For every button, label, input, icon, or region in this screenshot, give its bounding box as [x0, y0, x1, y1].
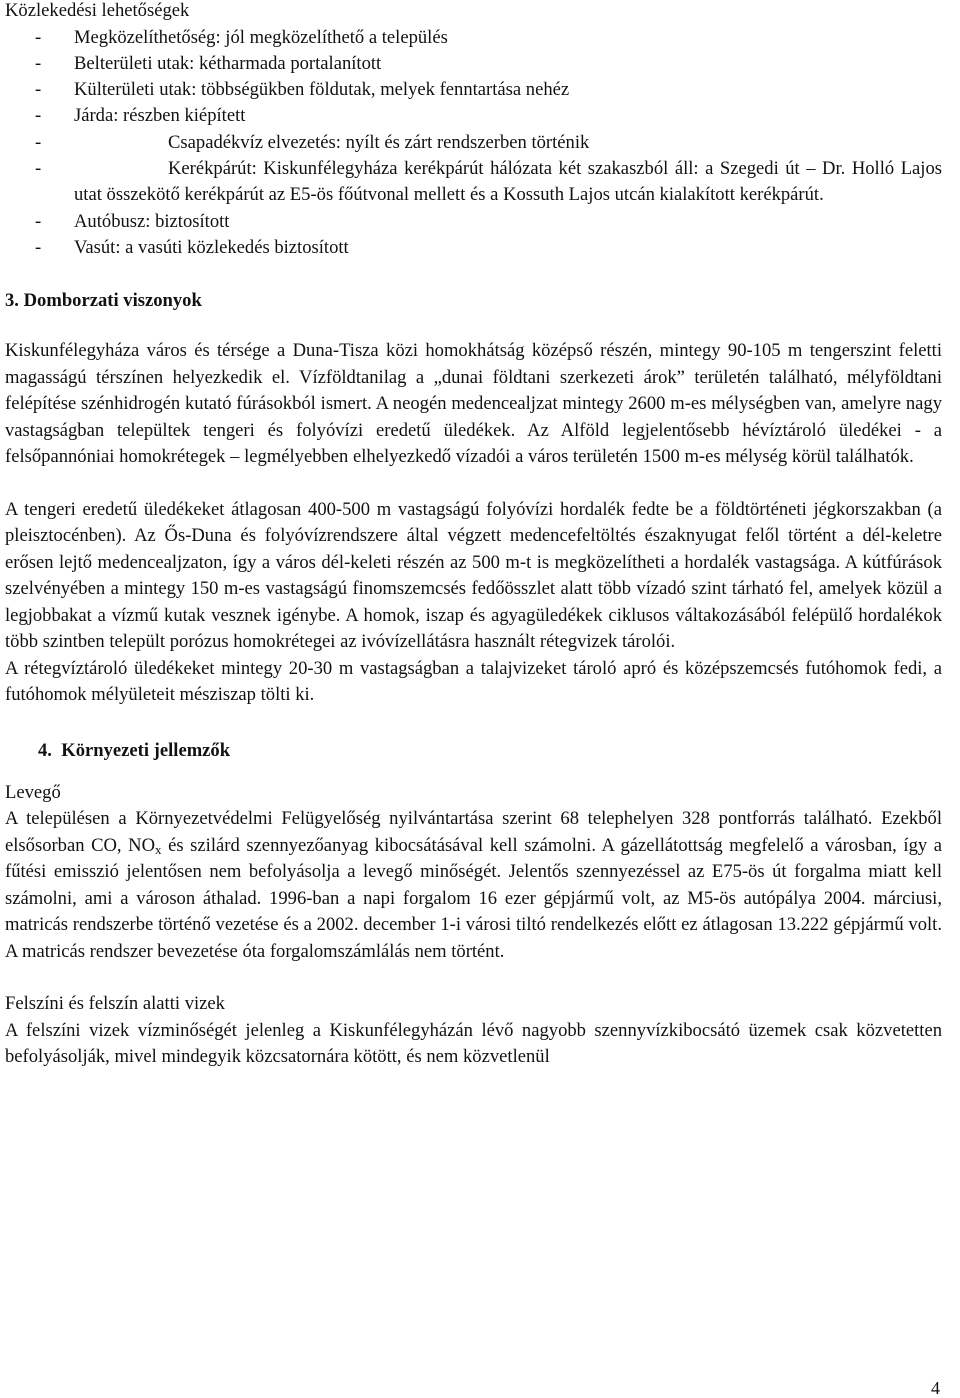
- list-item: - Megközelíthetőség: jól megközelíthető a település: [5, 25, 942, 51]
- list-item: - Vasút: a vasúti közlekedés biztosított: [5, 235, 942, 261]
- document-page: [5, 0, 942, 1071]
- section-number: 3.: [5, 290, 19, 312]
- list-item: - Autóbusz: biztosított: [5, 209, 942, 235]
- list-item: - Külterületi utak: többségükben földutak, melyek fenntartása nehéz: [5, 77, 942, 103]
- transport-list: [5, 25, 942, 262]
- paragraph: A rétegvíztároló üledékeket mintegy 20-30 m vastagságban a talajvizeket tároló apró és középszemcsés futóhomok fedi, a futóhomok mélyületeit mésziszap tölti ki.: [5, 657, 942, 706]
- paragraph: A tengeri eredetű üledékeket átlagosan 400-500 m vastagságú folyóvízi hordalék fedte be a földtörténeti jégkorszakban (a pleisztocénben). Az Ős-Duna és folyóvízrendszere által végzett medencefeltöltés északnyugat felől történt a dél-keletre erősen lejtő medencealjzaton, így a város dél-keleti részén az 500 m-t is megközelítheti a hordalék vastagsága. A kútfúrások szelvényében a mintegy 150 m-es vastagságú finomszemcsés fedőösszlet alatt több vízadó szint tárható fel, amelyek közül a legjobbakat a vízmű kutak vesznek igénybe. A homok, iszap és agyagüledékek ciklusos váltakozásából felépülő hordalékok több szintben települt porózus homokrétegei az ivóvízellátásra használt rétegvizek tárolói.: [5, 498, 942, 653]
- paragraph: Kiskunfélegyháza város és térsége a Duna-Tisza közi homokhátság középső részén, mintegy 90-105 m tengerszint feletti magasságú térszínen helyezkedik el. Vízföldtanilag a „dunai földtani szerkezeti árok” területén található, mélyföldtani felépítése szénhidrogén kutató fúrásokból ismert. A neogén medencealjzat mintegy 2600 m-es mélységben van, amelyre nagy vastagságban települtek tengeri és folyóvízi eredetű üledékek. Az Alföld legjelentősebb hévíztároló üledékei - a felsőpannóniai homokrétegek – legmélyebben elhelyezkedő vízadói a város területén 1500 m-es mélység körül találhatók.: [5, 340, 942, 468]
- transport-title: Közlekedési lehetőségek: [5, 0, 190, 21]
- dash-bullet: -: [35, 210, 42, 232]
- section-title: Környezeti jellemzők: [61, 739, 231, 761]
- subscript: x: [155, 841, 162, 857]
- dash-bullet: -: [35, 79, 42, 101]
- list-item: - Csapadékvíz elvezetés: nyílt és zárt rendszerben történik: [5, 130, 942, 156]
- dash-bullet: -: [35, 52, 42, 74]
- section-3-heading: [5, 288, 942, 314]
- list-item: - Belterületi utak: kétharmada portalanított: [5, 51, 942, 77]
- page-number: 4: [931, 1378, 940, 1398]
- dash-bullet: -: [35, 236, 42, 258]
- subsection-heading: Felszíni és felszín alatti vizek: [5, 993, 225, 1015]
- subsection-heading: Levegő: [5, 781, 61, 803]
- section-4-heading: [5, 738, 942, 764]
- dash-bullet: -: [35, 131, 42, 153]
- section-number: 4.: [38, 739, 52, 761]
- paragraph: A településen a Környezetvédelmi Felügyelőség nyilvántartása szerint 68 telephelyen 328 pontforrás található. Ezekből elsősorban CO, $NO_x$ és szilárd szennyezőanyag kibocsátásával kell számolni. A gázellátottság megfelelő a városban, így a fűtési emisszió jelentősen nem befolyásolja a levegő minőségét. Jelentős szennyezéssel az E75-ös út forgalma miatt kell számolni, ami a városon áthalad. 1996-ban a napi forgalom 16 ezer gépjármű volt, az M5-ös autópálya 2004. márciusi, matricás rendszerbe történő vezetése és a 2002. december 1-i városi tiltó rendelkezés előtt ez átlagosan 13.222 gépjármű volt. A matricás rendszer bevezetése óta forgalomszámlálás nem történt.: [5, 808, 942, 962]
- dash-bullet: -: [35, 157, 42, 179]
- dash-bullet: -: [35, 105, 42, 127]
- dash-bullet: -: [35, 26, 42, 48]
- list-item: - Járda: részben kiépített: [5, 103, 942, 129]
- paragraph: A felszíni vizek vízminőségét jelenleg a Kiskunfélegyházán lévő nagyobb szennyvízkibocsátó üzemek csak közvetetten befolyásolják, mivel mindegyik közcsatornára kötött, és nem közvetlenül: [5, 1019, 942, 1068]
- list-item: - Kerékpárút: Kiskunfélegyháza kerékpárút hálózata két szakaszból áll: a Szegedi út – Dr. Holló Lajos utat összekötő kerékpárút az E5-ös főútvonal mellett és a Kossuth Lajos utcán kialakított kerékpárút.: [35, 157, 942, 206]
- section-title: Domborzati viszonyok: [23, 290, 202, 312]
